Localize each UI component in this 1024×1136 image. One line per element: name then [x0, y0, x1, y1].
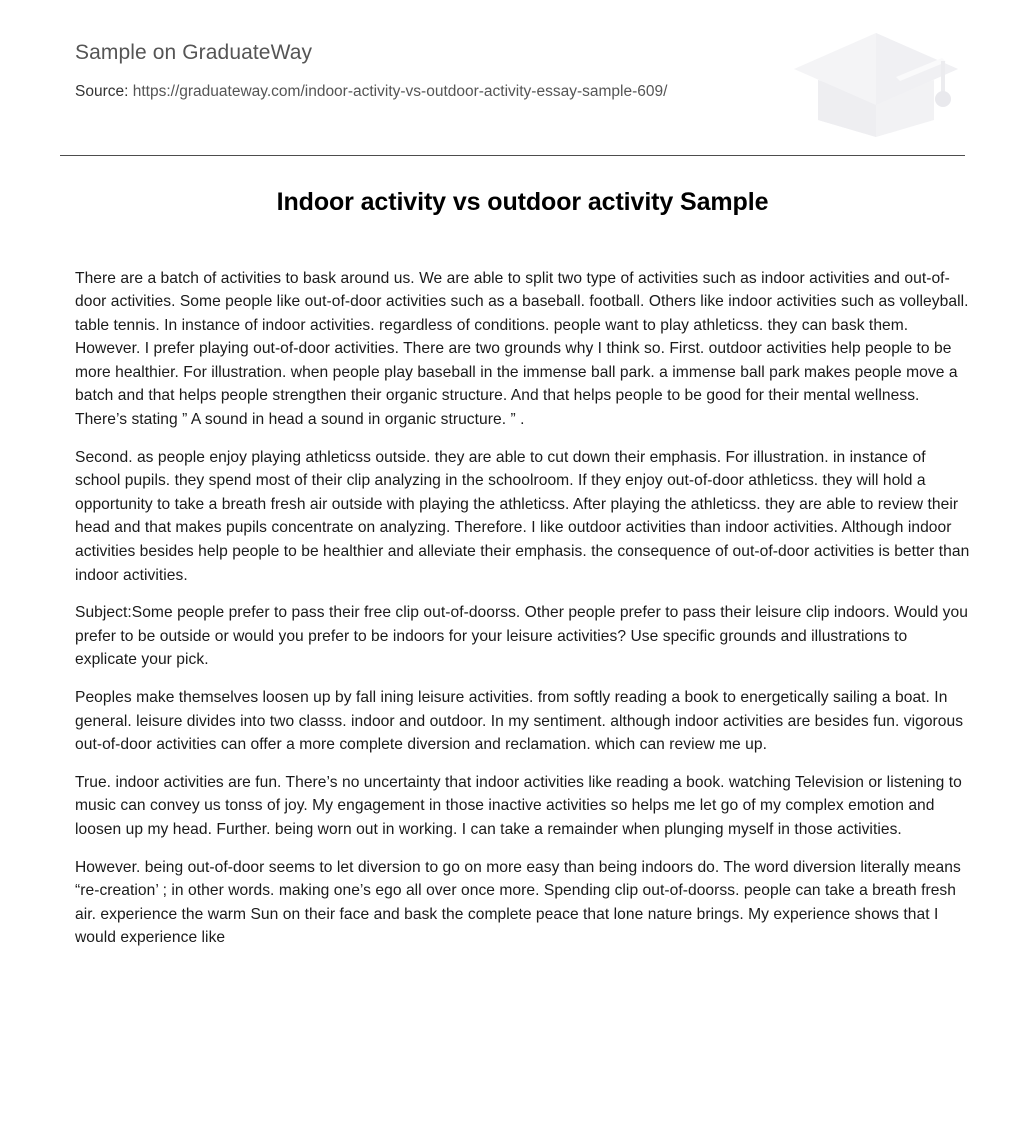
- source-url[interactable]: https://graduateway.com/indoor-activity-vs-outdoor-activity-essay-sample-609/: [132, 83, 668, 101]
- page-header: [0, 0, 1024, 115]
- page-title: Indoor activity vs outdoor activity Sample: [276, 188, 769, 216]
- paragraph: Subject:Some people prefer to pass their free clip out-of-doorss. Other people prefer to pass their leisure clip indoors. Would you prefer to be outside or would you prefer to be indoors for your leisure activities? Use specific grounds and illustrations to explicate your pick.: [75, 604, 968, 669]
- document-content: [75, 186, 970, 950]
- essay-body: [75, 267, 970, 950]
- paragraph: True. indoor activities are fun. There’s no uncertainty that indoor activities like reading a book. watching Television or listening to music can convey us tonss of joy. My engagement in those inactive activities so helps me let go of my complex emotion and loosen up my head. Further. being worn out in working. I can take a remainder when plunging myself in those activities.: [75, 773, 962, 838]
- source-label: Source:: [75, 83, 133, 101]
- header-divider: [60, 155, 965, 156]
- paragraph: However. being out-of-door seems to let diversion to go on more easy than being indoors do. The word diversion literally means “re-creation’ ; in other words. making one’s ego all over once more. Spending clip out-of-doorss. people can take a breath fresh air. experience the warm Sun on their face and bask the complete peace that lone nature brings. My experience shows that I would experience like: [75, 858, 961, 947]
- paragraph: There are a batch of activities to bask around us. We are able to split two type of activities such as indoor activities and out-of-door activities. Some people like out-of-door activities such as a baseball. football. Others like indoor activities such as volleyball. table tennis. In instance of indoor activities. regardless of conditions. people want to play athleticss. they can bask them. However. I prefer playing out-of-door activities. There are two grounds why I think so. First. outdoor activities help people to be more healthier. For illustration. when people play baseball in the immense ball park. a immense ball park makes people move a batch and that helps people strengthen their organic structure. And that helps people to be good for their mental wellness. There’s stating ” A sound in head a sound in organic structure. ” .: [75, 269, 969, 429]
- paragraph: Peoples make themselves loosen up by fall ining leisure activities. from softly reading a book to energetically sailing a boat. In general. leisure divides into two classs. indoor and outdoor. In my sentiment. although indoor activities are besides fun. vigorous out-of-door activities can offer a more complete diversion and reclamation. which can review me up.: [75, 689, 964, 754]
- paragraph: Second. as people enjoy playing athleticss outside. they are able to cut down their emphasis. For illustration. in instance of school pupils. they spend most of their clip analyzing in the schoolroom. If they enjoy out-of-door athleticss. they will hold a opportunity to take a breath fresh air outside with playing the athleticss. After playing the athleticss. they are able to review their head and that makes pupils concentrate on analyzing. Therefore. I like outdoor activities than indoor activities. Although indoor activities besides help people to be healthier and alleviate their emphasis. the consequence of out-of-door activities is better than indoor activities.: [75, 448, 970, 584]
- site-title: Sample on GraduateWay: [75, 41, 313, 64]
- source-line: [75, 82, 964, 102]
